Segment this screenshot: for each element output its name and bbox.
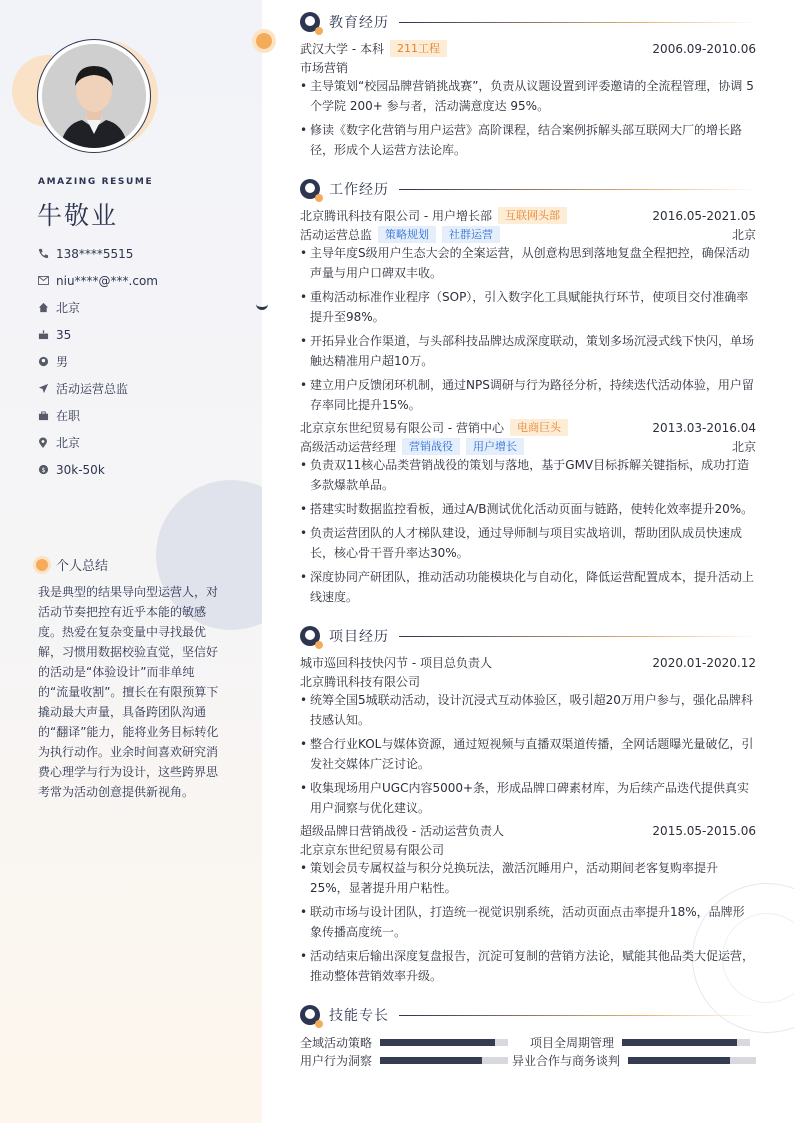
- education-period: 2006.09-2010.06: [652, 41, 756, 56]
- skill-name: 异业合作与商务谈判: [512, 1053, 621, 1068]
- info-text: 138****5515: [56, 246, 134, 261]
- project-bullets: [300, 690, 756, 822]
- resume-tagline: AMAZING RESUME: [38, 177, 154, 187]
- section-icon: [300, 12, 320, 32]
- job-period: 2016.05-2021.05: [652, 208, 756, 223]
- list-item: • 策划会员专属权益与积分兑换玩法，激活沉睡用户，活动期间老客复购率提升25%，显著提升用户粘性。: [300, 858, 756, 898]
- projects-section-header: [300, 625, 756, 647]
- list-item: • 深度协同产研团队，推动活动功能模块化与自动化，降低运营配置成本，提升活动上线速度。: [300, 567, 756, 607]
- info-item-gender: [38, 348, 158, 375]
- company-name: 北京腾讯科技有限公司 - 用户增长部: [300, 209, 492, 223]
- project-name: 城市巡回科技快闪节 - 项目总负责人: [300, 656, 492, 670]
- project-header-row: [300, 822, 756, 839]
- sidebar: [0, 0, 262, 1123]
- project-org-row: [300, 841, 756, 858]
- job-period: 2013.03-2016.04: [652, 420, 756, 435]
- skill-bar: [628, 1057, 756, 1064]
- section-divider: [399, 636, 756, 637]
- project-period: 2015.05-2015.06: [652, 823, 756, 838]
- summary-title: 个人总结: [56, 559, 109, 574]
- skill-name: 用户行为洞察: [300, 1053, 373, 1068]
- list-item: • 开拓异业合作渠道，与头部科技品牌达成深度联动，策划多场沉浸式线下快闪，单场触达精准用户超10万。: [300, 331, 756, 371]
- skill-bar-fill: [628, 1057, 730, 1064]
- list-item: • 修读《数字化营销与用户运营》高阶课程，结合案例拆解头部互联网大厂的增长路径，形成个人运营方法论库。: [300, 120, 756, 160]
- skill-item: [300, 1051, 508, 1069]
- school-tag: 211工程: [390, 40, 447, 57]
- education-bullets: [300, 76, 756, 164]
- summary-heading: [36, 555, 108, 574]
- section-icon: [300, 1005, 320, 1025]
- job-city: 北京: [731, 440, 756, 454]
- job-bullets: [300, 455, 756, 611]
- location-icon: [38, 437, 56, 449]
- info-item-phone: [38, 240, 158, 267]
- list-item: • 搭建实时数据监控看板，通过A/B测试优化活动页面与链路，使转化效率提升20%。: [300, 499, 756, 519]
- job-role-row: [300, 438, 756, 455]
- money-icon: [38, 464, 56, 475]
- section-title: 工作经历: [329, 182, 389, 198]
- info-item-position: [38, 375, 158, 402]
- section-title: 教育经历: [329, 15, 389, 31]
- project-org: 北京腾讯科技有限公司: [300, 675, 421, 689]
- skill-name: 项目全周期管理: [530, 1035, 615, 1050]
- role-tag: 用户增长: [466, 438, 524, 455]
- home-icon: [38, 302, 56, 313]
- role-tag: 营销战役: [402, 438, 460, 455]
- candidate-name: 牛敬业: [37, 201, 119, 230]
- education-major: 市场营销: [300, 61, 349, 75]
- decorative-dot: [256, 33, 272, 49]
- svg-text:$: $: [41, 465, 46, 474]
- company-tag: 互联网头部: [498, 207, 567, 224]
- skill-bar: [380, 1057, 508, 1064]
- section-icon: [300, 626, 320, 646]
- skill-bar-fill: [622, 1039, 737, 1046]
- list-item: • 主导年度S级用户生态大会的全案运营，从创意构思到落地复盘全程把控，确保活动声量与用户口碑双丰收。: [300, 243, 756, 283]
- education-section-header: [300, 11, 756, 33]
- project-bullets: [300, 858, 756, 990]
- section-icon: [300, 179, 320, 199]
- project-period: 2020.01-2020.12: [652, 655, 756, 670]
- skill-bar-fill: [380, 1039, 495, 1046]
- send-icon: [38, 383, 56, 394]
- skill-bar-fill: [380, 1057, 482, 1064]
- education-row: [300, 40, 756, 57]
- contact-info-list: [38, 240, 158, 483]
- skill-item: [512, 1051, 756, 1069]
- project-name: 超级品牌日营销战役 - 活动运营负责人: [300, 824, 504, 838]
- section-title: 技能专长: [329, 1008, 389, 1024]
- info-text: 30k-50k: [56, 462, 105, 477]
- list-item: • 整合行业KOL与媒体资源，通过短视频与直播双渠道传播，全网话题曝光量破亿，引发社交媒体广泛讨论。: [300, 734, 756, 774]
- briefcase-icon: [38, 411, 56, 421]
- list-item: • 建立用户反馈闭环机制，通过NPS调研与行为路径分析，持续迭代活动体验，用户留存率同比提升15%。: [300, 375, 756, 415]
- info-text: 北京: [56, 301, 81, 315]
- section-divider: [399, 189, 756, 190]
- role-tag: 社群运营: [442, 226, 500, 243]
- project-header-row: [300, 654, 756, 671]
- list-item: • 活动结束后输出深度复盘报告，沉淀可复制的营销方法论，赋能其他品类大促运营，推动整体营销效率升级。: [300, 946, 756, 986]
- list-item: • 收集现场用户UGC内容5000+条，形成品牌口碑素材库，为后续产品迭代提供真实用户洞察与优化建议。: [300, 778, 756, 818]
- info-text: 男: [56, 355, 69, 369]
- job-role-row: [300, 226, 756, 243]
- phone-icon: [38, 248, 56, 259]
- skill-name: 全域活动策略: [300, 1035, 373, 1050]
- project-org: 北京京东世纪贸易有限公司: [300, 843, 445, 857]
- list-item: • 负责运营团队的人才梯队建设，通过导师制与项目实战培训，帮助团队成员快速成长，核心骨干晋升率达30%。: [300, 523, 756, 563]
- role-tag: 策略规划: [378, 226, 436, 243]
- company-name: 北京京东世纪贸易有限公司 - 营销中心: [300, 421, 504, 435]
- info-text: 35: [56, 327, 72, 342]
- job-role: 活动运营总监: [300, 228, 373, 242]
- cake-icon: [38, 329, 56, 340]
- job-city: 北京: [731, 228, 756, 242]
- job-header-row: [300, 207, 756, 224]
- info-text: 活动运营总监: [56, 382, 129, 396]
- summary-text: 我是典型的结果导向型运营人，对活动节奏把控有近乎本能的敏感度。热爱在复杂变量中寻找最优解，习惯用数据校验直觉，坚信好的活动是“体验设计”而非单纯的“流量收割”。擅长在有限预算下撬动最大声量，具备跨团队沟通的“翻译”能力，能将业务目标转化为执行动作。业余时间喜欢研究消费心理学与行为设计，这些跨界思考常为活动创意提供新视角。: [38, 585, 219, 799]
- list-item: • 重构活动标准作业程序（SOP），引入数字化工具赋能执行环节，使项目交付准确率提升至98%。: [300, 287, 756, 327]
- skill-item: [530, 1033, 750, 1051]
- company-tag: 电商巨头: [510, 419, 568, 436]
- info-item-city: [38, 294, 158, 321]
- avatar: [42, 44, 146, 148]
- list-item: • 负责双11核心品类营销战役的策划与落地，基于GMV目标拆解关键指标，成功打造多款爆款单品。: [300, 455, 756, 495]
- job-role: 高级活动运营经理: [300, 440, 397, 454]
- skills-section-header: [300, 1004, 756, 1026]
- gender-icon: [38, 356, 56, 367]
- list-item: • 主导策划“校园品牌营销挑战赛”，负责从议题设置到评委邀请的全流程管理，协调 5 个学院 200+ 参与者，活动满意度达 95%。: [300, 76, 756, 116]
- project-org-row: [300, 673, 756, 690]
- skill-bar: [380, 1039, 508, 1046]
- info-text: 在职: [56, 409, 81, 423]
- skill-item: [300, 1033, 508, 1051]
- list-item: • 联动市场与设计团队，打造统一视觉识别系统，活动页面点击率提升18%，品牌形象传播高度统一。: [300, 902, 756, 942]
- work-section-header: [300, 178, 756, 200]
- info-text: 北京: [56, 436, 81, 450]
- info-item-email: [38, 267, 158, 294]
- info-item-salary: [38, 456, 158, 483]
- info-text: niu****@***.com: [56, 273, 158, 288]
- list-item: • 统筹全国5城联动活动，设计沉浸式互动体验区，吸引超20万用户参与，强化品牌科技感认知。: [300, 690, 756, 730]
- section-divider: [399, 22, 756, 23]
- skill-bar: [622, 1039, 750, 1046]
- decorative-arc: [256, 296, 268, 310]
- info-item-age: [38, 321, 158, 348]
- job-bullets: [300, 243, 756, 419]
- job-header-row: [300, 419, 756, 436]
- section-title: 项目经历: [329, 629, 389, 645]
- school-name: 武汉大学 - 本科: [300, 42, 384, 56]
- section-divider: [399, 1015, 756, 1016]
- bullet-dot-icon: [36, 559, 48, 571]
- info-item-target-city: [38, 429, 158, 456]
- info-item-status: [38, 402, 158, 429]
- education-major-row: [300, 59, 756, 76]
- mail-icon: [38, 276, 56, 285]
